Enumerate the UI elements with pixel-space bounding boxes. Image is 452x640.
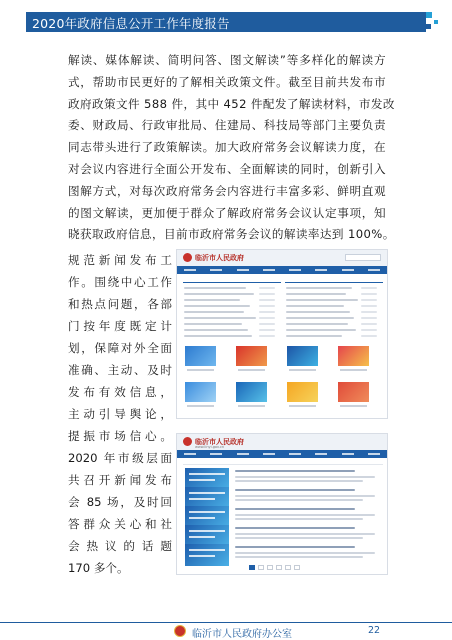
press-item-text-placeholder — [235, 470, 355, 472]
list-date-placeholder — [361, 305, 377, 307]
press-item-text-placeholder — [235, 552, 375, 554]
list-date-placeholder — [259, 299, 275, 301]
side-line: 会 85 场，及时回 — [68, 495, 172, 509]
list-row-placeholder — [286, 317, 354, 319]
footer-organization: 临沂市人民政府办公室 — [192, 629, 292, 640]
site-header — [177, 434, 387, 450]
side-line: 门按年度既定计 — [68, 319, 172, 333]
graphic-tile-thumbnail — [287, 346, 318, 366]
side-line: 答群众关心和社 — [68, 517, 172, 531]
policy-interpretation-paragraph — [68, 50, 395, 246]
list-row-placeholder — [184, 293, 254, 295]
list-date-placeholder — [259, 323, 275, 325]
site-name: 临沂市人民政府 — [195, 438, 244, 446]
side-line: 170 多个。 — [68, 561, 129, 575]
list-date-placeholder — [259, 305, 275, 307]
site-header — [177, 250, 387, 266]
report-header-bar — [26, 12, 426, 31]
press-item-text-placeholder — [235, 499, 363, 501]
list-row-placeholder — [184, 335, 252, 337]
side-line: 提振市场信心。 — [68, 429, 172, 443]
paragraph-line: 对会议内容进行全面公开发布、全面解读的同时，创新引入 — [68, 161, 386, 176]
site-nav-bar — [177, 266, 387, 274]
side-line: 主动引导舆论， — [68, 407, 172, 421]
press-item-text-placeholder — [235, 518, 363, 520]
graphic-tile-thumbnail — [338, 382, 369, 402]
side-line: 和热点问题，各部 — [68, 297, 172, 311]
list-row-placeholder — [184, 299, 240, 301]
paragraph-line: 式，帮助市民更好的了解相关政策文件。截至目前共发布市 — [68, 74, 386, 89]
list-date-placeholder — [259, 287, 275, 289]
side-line: 规范新闻发布工 — [68, 253, 172, 267]
press-conference-thumbnail — [185, 544, 229, 566]
page-number: 22 — [368, 625, 381, 636]
list-row-placeholder — [184, 323, 242, 325]
list-row-placeholder — [286, 323, 348, 325]
list-date-placeholder — [259, 317, 275, 319]
graphic-tile-caption — [340, 369, 367, 371]
press-item-text-placeholder — [235, 537, 363, 539]
list-date-placeholder — [361, 317, 377, 319]
list-date-placeholder — [361, 293, 377, 295]
graphic-tile-caption — [340, 405, 367, 407]
list-date-placeholder — [361, 335, 377, 337]
list-date-placeholder — [361, 287, 377, 289]
press-item-text-placeholder — [235, 495, 375, 497]
graphic-tile-thumbnail — [287, 382, 318, 402]
press-item-text-placeholder — [235, 508, 355, 510]
list-row-placeholder — [184, 287, 246, 289]
website-screenshot-press-conference — [176, 433, 388, 575]
graphic-tile-caption — [187, 369, 214, 371]
side-line: 会热议的话题 — [68, 539, 172, 553]
paragraph-line: 解读、媒体解读、简明问答、图文解读”等多样化的解读方 — [68, 53, 386, 67]
section-rule — [183, 464, 383, 465]
list-heading-rule — [285, 282, 383, 283]
header-square-decoration — [426, 24, 431, 29]
list-row-placeholder — [184, 305, 250, 307]
list-date-placeholder — [361, 323, 377, 325]
graphic-tile-caption — [238, 405, 265, 407]
list-date-placeholder — [361, 311, 377, 313]
paragraph-line: 的图文解读，更加便于群众了解政府常务会议认定事项，知 — [68, 205, 386, 220]
list-row-placeholder — [286, 305, 344, 307]
press-item-text-placeholder — [235, 489, 355, 491]
press-item-text-placeholder — [235, 533, 375, 535]
list-row-placeholder — [286, 287, 352, 289]
paragraph-line: 图解方式，对每次政府常务会内容进行丰富多彩、鲜明直观 — [68, 183, 386, 198]
paragraph-line: 同志带头进行了政策解读。加大政府常务会议解读力度，在 — [68, 140, 386, 155]
side-line: 划，保障对外全面 — [68, 341, 172, 355]
website-screenshot-interpretation — [176, 249, 388, 419]
paragraph-line: 晓获取政府信息，目前市政府常务会议的解读率达到 100%。 — [68, 227, 395, 242]
list-row-placeholder — [184, 329, 248, 331]
list-date-placeholder — [361, 299, 377, 301]
paragraph-line: 委、财政局、行政审批局、住建局、科技局等部门主要负责 — [68, 118, 386, 133]
paragraph-line: 政府政策文件 588 件，其中 452 件配发了解读材料，市发改 — [68, 96, 395, 111]
header-square-decoration — [426, 12, 432, 18]
side-line: 2020 年市级层面 — [68, 451, 172, 465]
side-line: 共召开新闻发布 — [68, 473, 172, 487]
list-date-placeholder — [259, 293, 275, 295]
list-row-placeholder — [286, 299, 358, 301]
press-release-paragraph — [68, 249, 172, 579]
graphic-tile-thumbnail — [236, 346, 267, 366]
list-date-placeholder — [259, 329, 275, 331]
list-date-placeholder — [361, 329, 377, 331]
press-item-text-placeholder — [235, 480, 363, 482]
list-row-placeholder — [286, 293, 346, 295]
graphic-tile-caption — [289, 369, 316, 371]
site-name: 临沂市人民政府 — [195, 254, 244, 262]
list-date-placeholder — [259, 311, 275, 313]
national-emblem-icon — [174, 625, 186, 637]
side-line: 发布有效信息， — [68, 385, 172, 399]
list-heading-rule — [183, 282, 281, 283]
press-item-text-placeholder — [235, 514, 375, 516]
header-square-decoration — [434, 20, 438, 24]
list-row-placeholder — [184, 311, 244, 313]
site-nav-bar — [177, 450, 387, 458]
graphic-tile-caption — [289, 405, 316, 407]
header-rule — [26, 31, 426, 32]
national-emblem-icon — [183, 437, 192, 446]
graphic-tile-thumbnail — [185, 382, 216, 402]
list-row-placeholder — [286, 311, 350, 313]
press-item-text-placeholder — [235, 546, 355, 548]
press-item-text-placeholder — [235, 556, 363, 558]
list-date-placeholder — [259, 335, 275, 337]
graphic-tile-caption — [238, 369, 265, 371]
graphic-tile-thumbnail — [185, 346, 216, 366]
side-line: 准确、主动、及时 — [68, 363, 172, 377]
list-row-placeholder — [184, 317, 256, 319]
graphic-tile-thumbnail — [236, 382, 267, 402]
list-row-placeholder — [286, 329, 356, 331]
report-title: 2020年政府信息公开工作年度报告 — [32, 16, 230, 31]
press-item-text-placeholder — [235, 527, 355, 529]
press-item-text-placeholder — [235, 476, 375, 478]
graphic-tile-thumbnail — [338, 346, 369, 366]
site-url: www.linyi.gov.cn — [195, 445, 225, 449]
graphic-tile-caption — [187, 405, 214, 407]
list-row-placeholder — [286, 335, 342, 337]
pagination — [249, 565, 300, 570]
footer-rule — [0, 622, 452, 623]
side-line: 作。围绕中心工作 — [68, 275, 172, 289]
national-emblem-icon — [183, 253, 192, 262]
site-search-box — [345, 254, 381, 261]
